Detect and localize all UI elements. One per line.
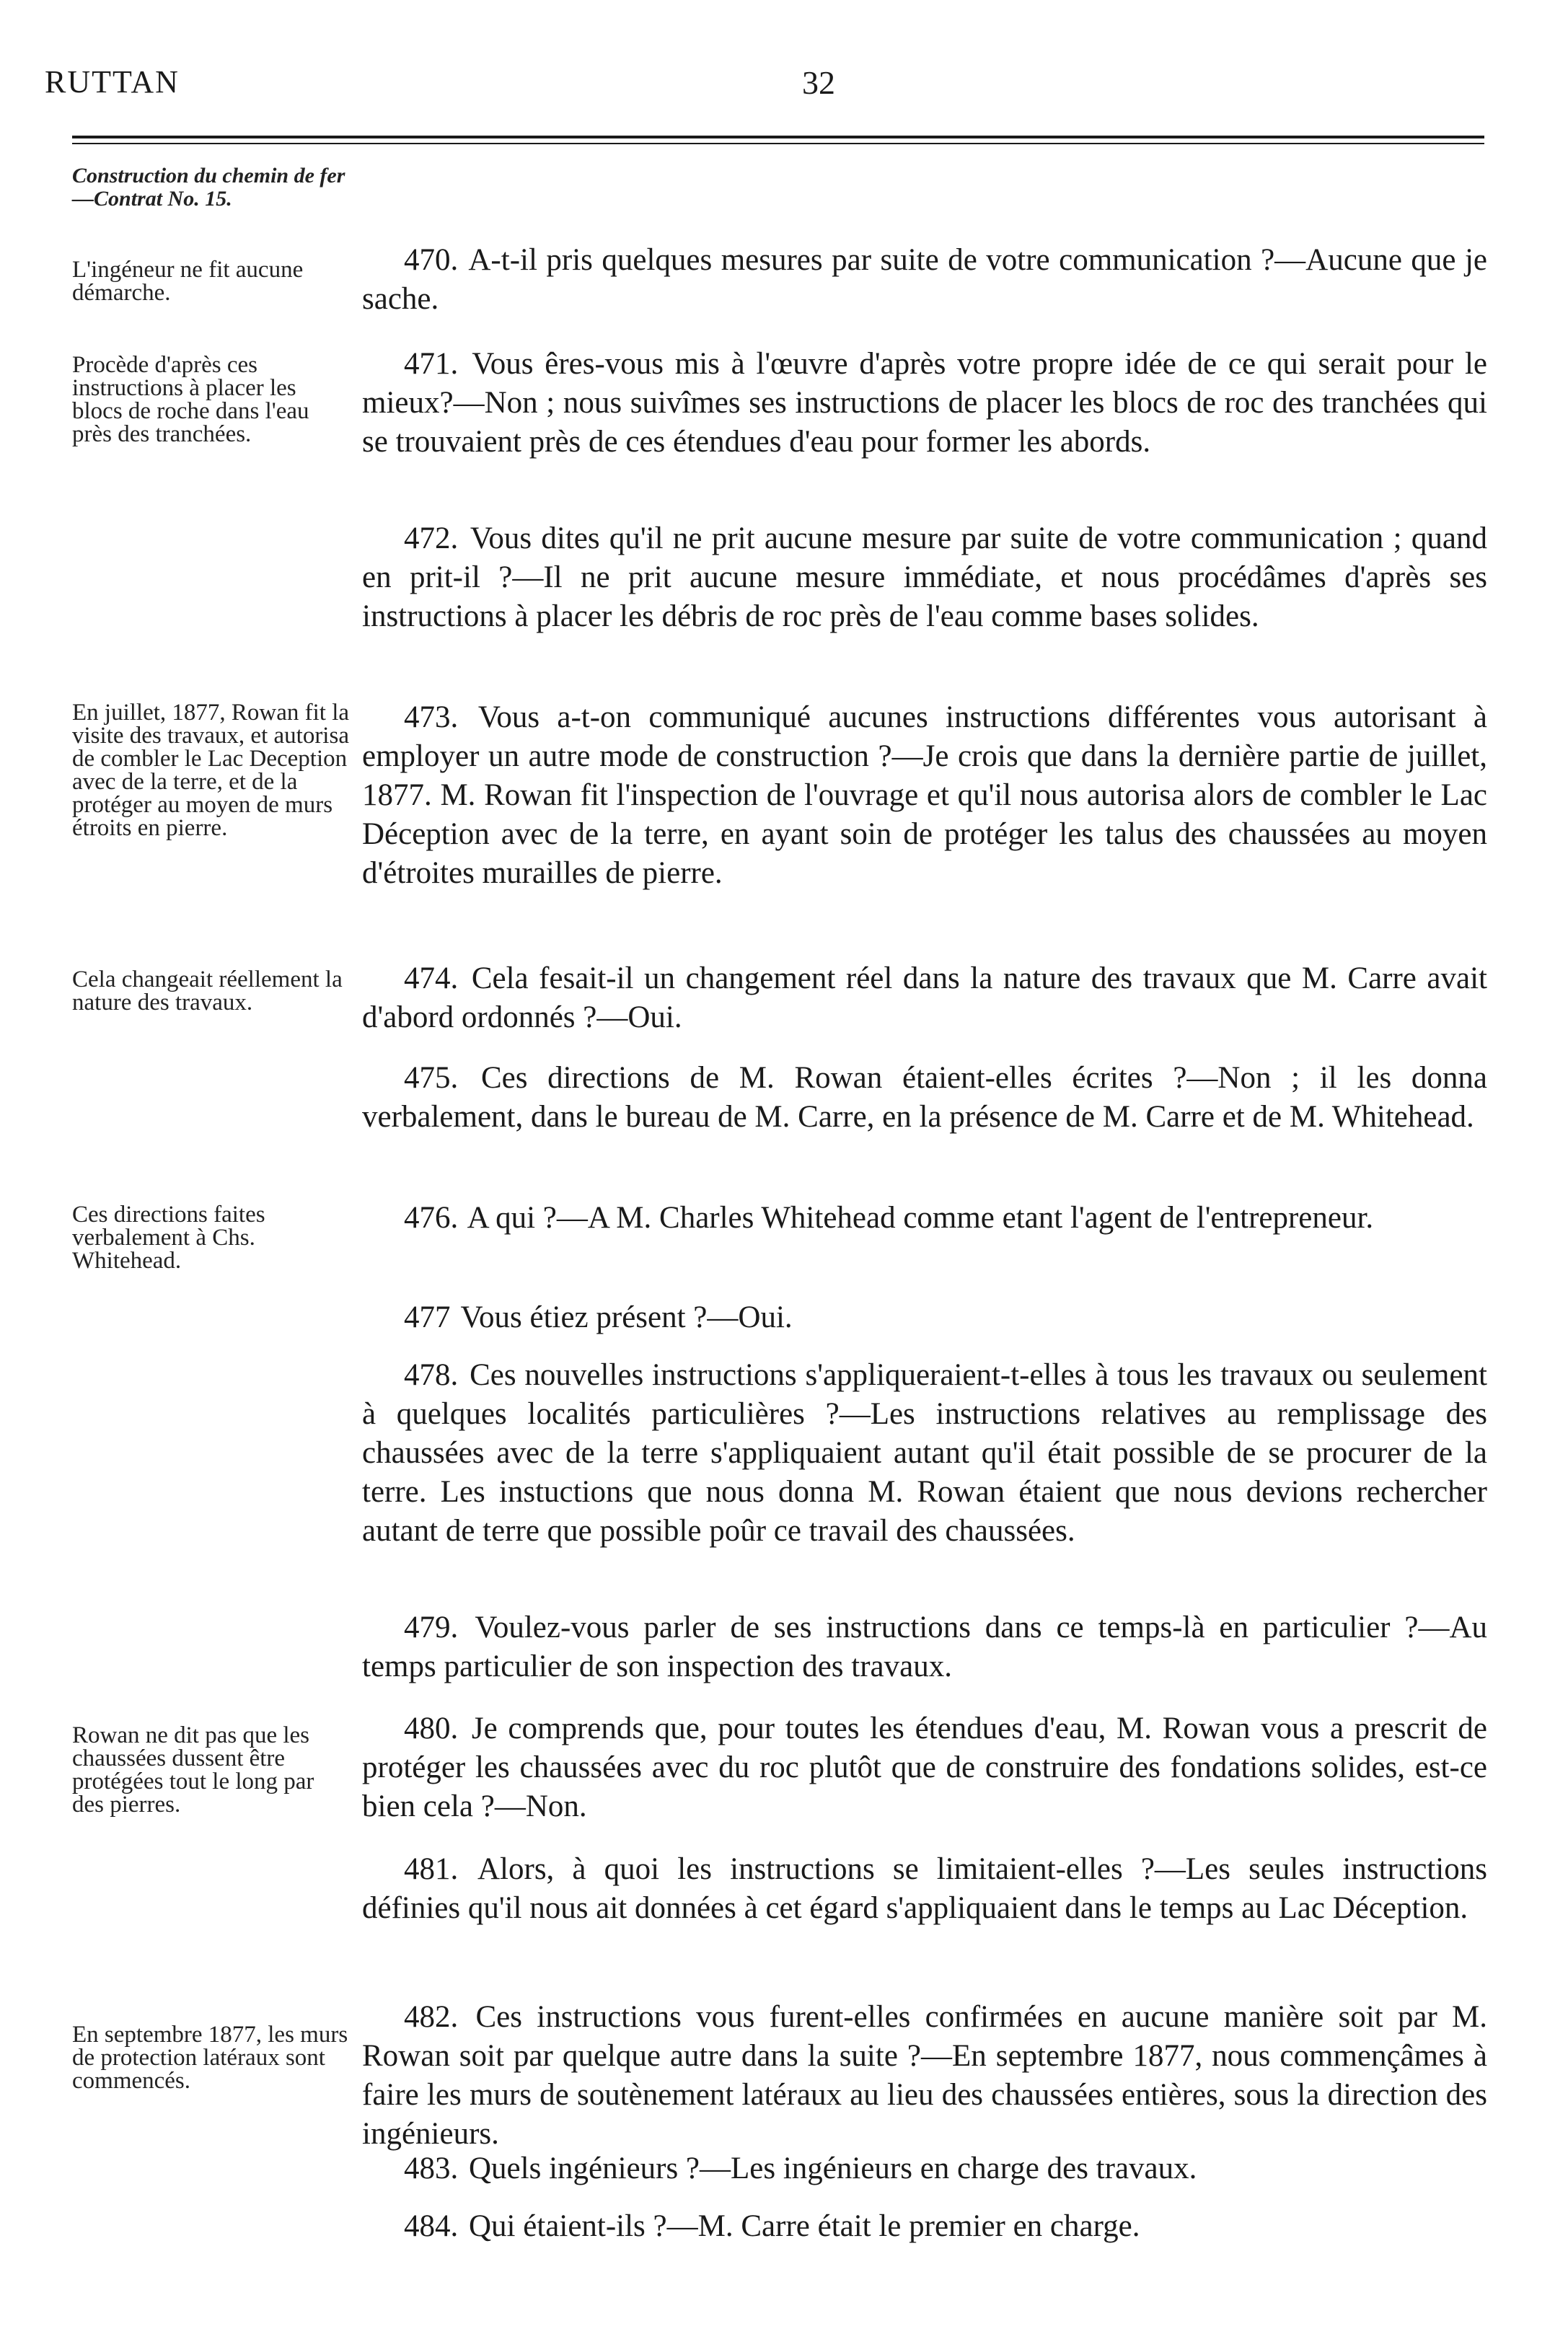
margin-note-470: L'ingéneur ne fit aucune démarche. [72,257,304,306]
running-title: RUTTAN [45,64,180,100]
entry-text: Vous a-t-on communiqué aucunes instructions différentes vous autorisant à employer un autre mode de construction ?—Je crois que dans la dernière partie de juillet, 1877. M. Rowan fit l'inspection de l'ouvrage et qu'il nous autorisa alors de combler le Lac Déception avec de la terre, en ayant soin de protéger les talus des chaussées au moyen d'étroites murailles de pierre. [362,700,1487,890]
page-header [45,63,1487,107]
entry-number: 471. [404,347,459,381]
entry-number: 480. [404,1712,459,1745]
entry-text: Cela fesait-il un changement réel dans la nature des travaux que M. Carre avait d'abord ordonnés ?—Oui. [362,961,1487,1034]
margin-note-471: Procède d'après ces instructions à placer les blocs de roche dans l'eau près des tranchées. [72,352,309,447]
entry-472 [362,519,1487,636]
entry-474 [362,959,1487,1037]
entry-number: 475. [404,1061,459,1095]
entry-482 [362,1998,1487,2154]
entry-481 [362,1850,1487,1928]
entry-number: 472. [404,521,459,555]
entry-text: Ces nouvelles instructions s'appliqueraient-t-elles à tous les travaux ou seulement à quelques localités particulières ?—Les instructions relatives au remplissage des chaussées avec de la terre s'appliquaient autant qu'il était possible de se procurer de la terre. Les instuctions que nous donna M. Rowan étaient que nous devions rechercher autant de terre que possible poûr ce travail des chaussées. [362,1358,1488,1548]
entry-483 [362,2149,1487,2188]
page-number: 32 [802,64,835,101]
entry-479 [362,1608,1487,1686]
entry-text: A qui ?—A M. Charles Whitehead comme etant l'agent de l'entrepreneur. [467,1201,1374,1235]
entry-text: Vous étiez présent ?—Oui. [460,1300,793,1334]
entry-text: Quels ingénieurs ?—Les ingénieurs en charge des travaux. [469,2152,1197,2185]
entry-number: 474. [404,961,459,995]
margin-note-482: En septembre 1877, les murs de protection latéraux sont commencés. [72,2022,348,2094]
entry-470 [362,241,1487,319]
entry-text: A-t-il pris quelques mesures par suite de votre communication ?—Aucune que je sache. [362,243,1487,316]
margin-note-contract: Construction du chemin de fer—Contrat No. 15. [72,164,345,211]
header-rule-thick [72,136,1484,138]
entry-text: Vous êres-vous mis à l'œuvre d'après votre propre idée de ce qui serait pour le mieux?—Non ; nous suivîmes ses instructions de placer les blocs de roc des tranchées qui se trouvaient près de ces étendues d'eau pour former les abords. [362,347,1487,459]
margin-note-480: Rowan ne dit pas que les chaussées dussent être protégées tout le long par des pierres. [72,1722,314,1818]
entry-473 [362,698,1487,893]
entry-number: 478. [404,1358,459,1392]
entry-number: 482. [404,2000,459,2034]
entry-477 [362,1298,1487,1337]
entry-number: 477 [404,1300,451,1334]
entry-471 [362,345,1487,462]
entry-number: 483. [404,2152,459,2185]
entry-text: Alors, à quoi les instructions se limitaient-elles ?—Les seules instructions définies qu'il nous ait données à cet égard s'appliquaient dans le temps au Lac Déception. [362,1852,1487,1925]
entry-number: 484. [404,2209,459,2243]
entry-number: 470. [404,243,459,277]
entry-number: 481. [404,1852,459,1886]
entry-text: Voulez-vous parler de ses instructions dans ce temps-là en particulier ?—Au temps particulier de son inspection des travaux. [362,1611,1487,1683]
entry-text: Je comprends que, pour toutes les étendues d'eau, M. Rowan vous a prescrit de protéger les chaussées avec du roc plutôt que de construire des fondations solides, est-ce bien cela ?—Non. [362,1712,1488,1823]
entry-number: 479. [404,1611,459,1644]
entry-number: 473. [404,700,459,734]
entry-text: Ces directions de M. Rowan étaient-elles écrites ?—Non ; il les donna verbalement, dans le bureau de M. Carre, en la présence de M. Carre et de M. Whitehead. [362,1061,1488,1134]
entry-text: Qui étaient-ils ?—M. Carre était le premier en charge. [469,2209,1140,2243]
entry-480 [362,1709,1487,1826]
entry-476 [362,1199,1487,1238]
header-rule-thin [72,143,1484,144]
entry-number: 476. [404,1201,459,1235]
margin-note-474: Cela changeait réellement la nature des travaux. [72,966,343,1016]
entry-484 [362,2207,1487,2246]
margin-note-473: En juillet, 1877, Rowan fit la visite des travaux, et autorisa de combler le Lac Deception avec de la terre, et de la protéger au moyen de murs étroits en pierre. [72,700,350,841]
entry-475 [362,1059,1487,1137]
entry-text: Vous dites qu'il ne prit aucune mesure par suite de votre communication ; quand en prit-il ?—Il ne prit aucune mesure immédiate, et nous procédâmes d'après ses instructions à placer les débris de roc près de l'eau comme bases solides. [362,521,1487,633]
margin-note-476: Ces directions faites verbalement à Chs. Whitehead. [72,1202,265,1274]
entry-478 [362,1356,1487,1551]
entry-text: Ces instructions vous furent-elles confirmées en aucune manière soit par M. Rowan soit par quelque autre dans la suite ?—En septembre 1877, nous commençâmes à faire les murs de soutènement latéraux au lieu des chaussées entières, sous la direction des ingénieurs. [362,2000,1487,2151]
